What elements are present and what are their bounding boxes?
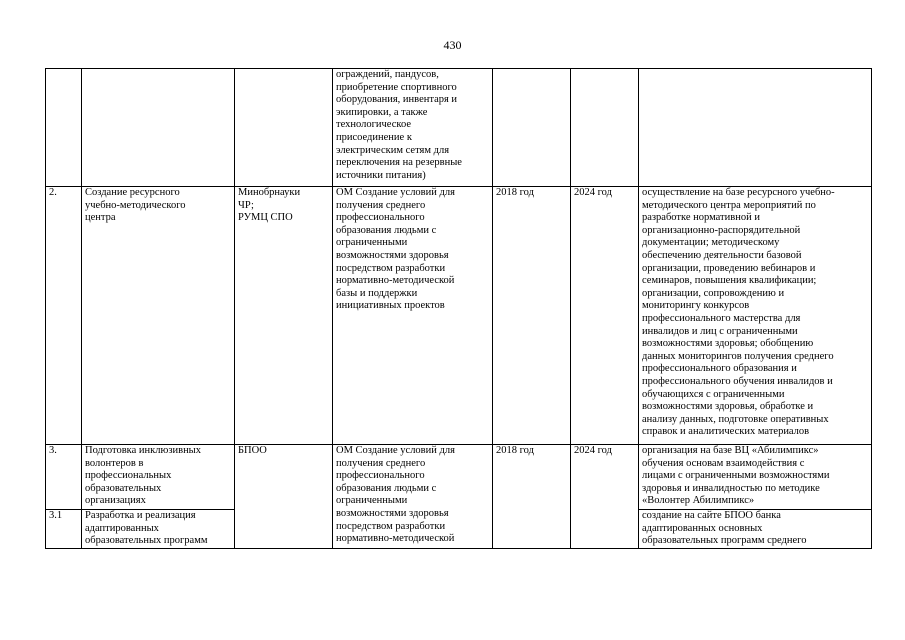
cell-task: ограждений, пандусов, приобретение спортивного оборудования, инвентаря и экипировки, а также технологическое присоединение к электрическим сетям для переключения на резервные источники питания) bbox=[333, 69, 493, 187]
cell-no bbox=[46, 69, 82, 187]
table-row bbox=[46, 187, 872, 445]
cell-name: Разработка и реализация адаптированных образовательных программ bbox=[82, 510, 235, 549]
cell-executors bbox=[235, 69, 333, 187]
cell-start: 2018 год bbox=[493, 187, 571, 445]
table-row bbox=[46, 69, 872, 187]
cell-result: организация на базе ВЦ «Абилимпикс» обучения основам взаимодействия с лицами с ограниченными возможностями здоровья и инвалидностью по методике «Волонтер Абилимпикс» bbox=[639, 445, 872, 510]
cell-executors: БПОО bbox=[235, 445, 333, 549]
measures-table bbox=[45, 68, 872, 549]
cell-task: ОМ Создание условий для получения среднего профессионального образования людьми с ограниченными возможностями здоровья посредством разработки нормативно-методической базы и поддержки инициативных проектов bbox=[333, 187, 493, 445]
cell-name bbox=[82, 69, 235, 187]
cell-result: осуществление на базе ресурсного учебно- методического центра мероприятий по разработке нормативной и организационно-распорядительной документации; методическому обеспечению деятельности базовой организации, проведению вебинаров и семинаров, повышения квалификации; организации, сопровождению и мониторингу конкурсов профессионального мастерства для инвалидов и лиц с ограниченными возможностями здоровья; обобщению данных мониторингов получения среднего профессионального образования и профессионального обучения инвалидов и обучающихся с ограниченными возможностями здоровья, обработке и анализу данных, подготовке оперативных справок и аналитических материалов bbox=[639, 187, 872, 445]
cell-result: создание на сайте БПОО банка адаптированных основных образовательных программ среднего bbox=[639, 510, 872, 549]
cell-no: 2. bbox=[46, 187, 82, 445]
table-row bbox=[46, 445, 872, 510]
cell-end: 2024 год bbox=[571, 187, 639, 445]
cell-name: Создание ресурсного учебно-методического центра bbox=[82, 187, 235, 445]
cell-name: Подготовка инклюзивных волонтеров в профессиональных образовательных организациях bbox=[82, 445, 235, 510]
cell-no: 3.1 bbox=[46, 510, 82, 549]
cell-start: 2018 год bbox=[493, 445, 571, 549]
cell-end: 2024 год bbox=[571, 445, 639, 549]
cell-no: 3. bbox=[46, 445, 82, 510]
cell-executors: Минобрнауки ЧР; РУМЦ СПО bbox=[235, 187, 333, 445]
cell-start bbox=[493, 69, 571, 187]
cell-end bbox=[571, 69, 639, 187]
page-number: 430 bbox=[443, 38, 462, 52]
cell-task: ОМ Создание условий для получения среднего профессионального образования людьми с ограниченными возможностями здоровья посредством разработки нормативно-методической bbox=[333, 445, 493, 549]
cell-result bbox=[639, 69, 872, 187]
